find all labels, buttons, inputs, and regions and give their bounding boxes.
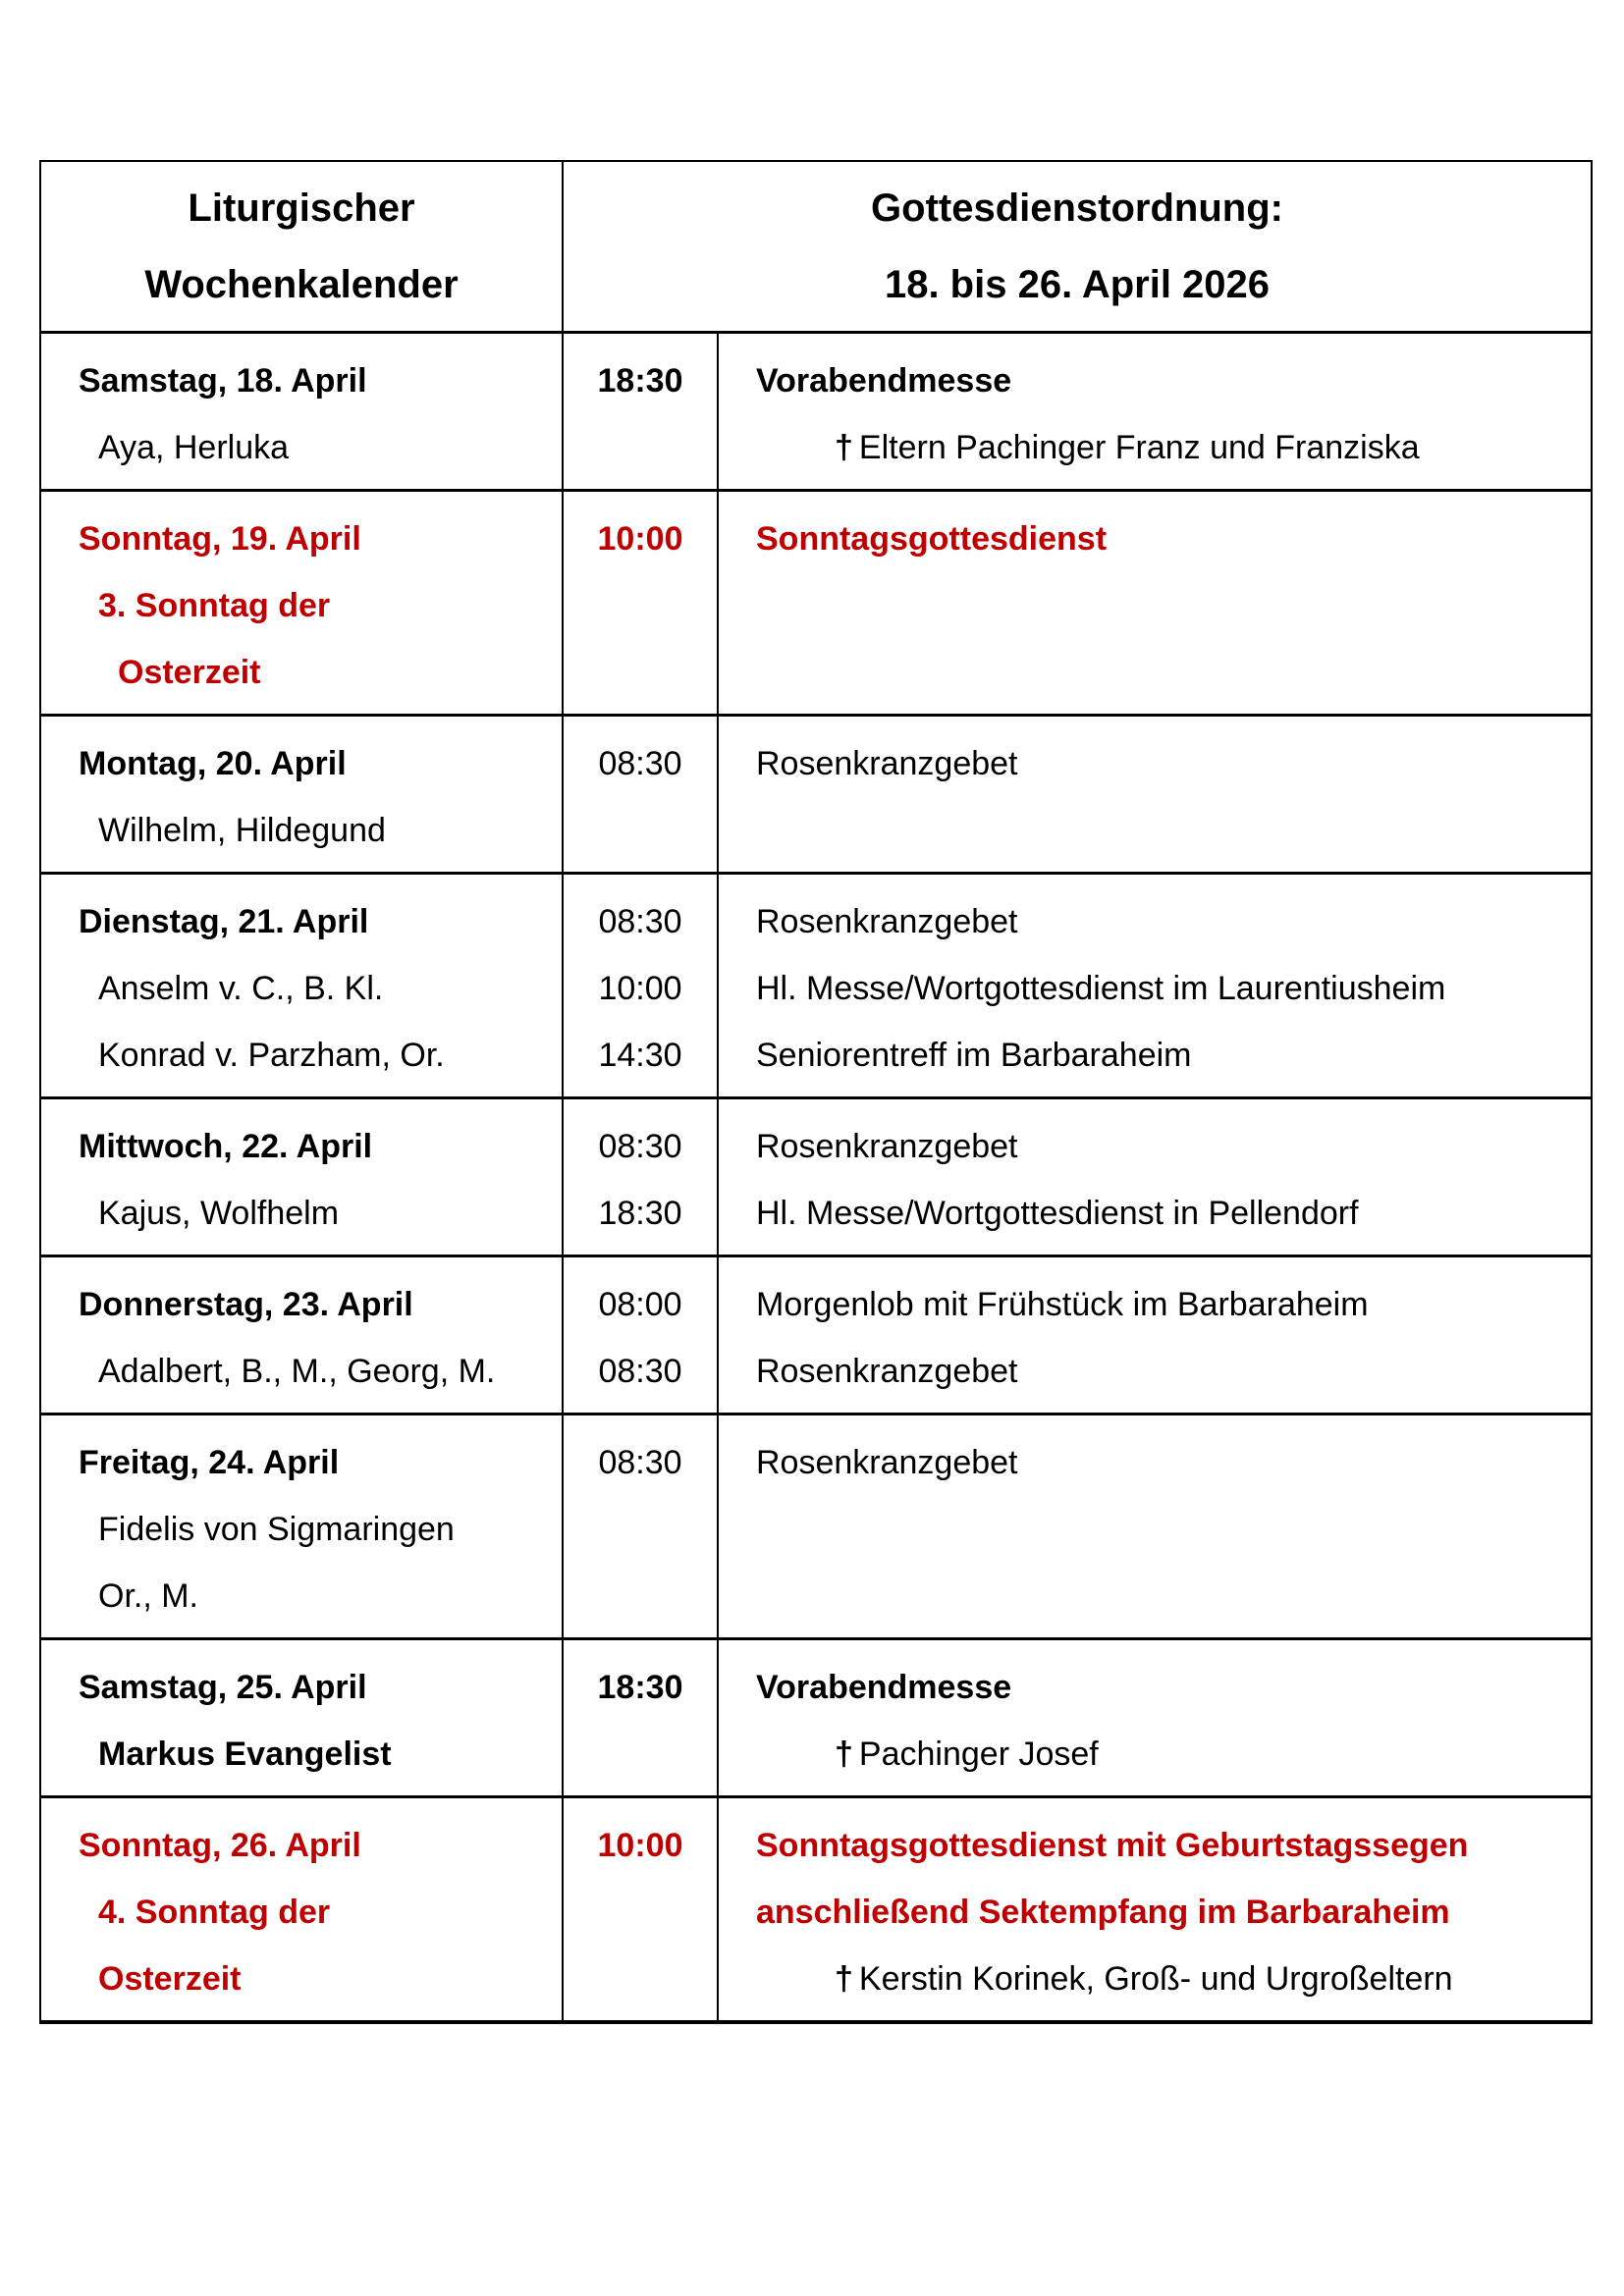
time-label: 18:30 — [597, 1669, 683, 1706]
day-label: Samstag, 18. April — [79, 362, 367, 400]
event-label: Rosenkranzgebet — [756, 1353, 1018, 1390]
day-cell — [40, 1098, 563, 1256]
saints-label: Adalbert, B., M., Georg, M. — [98, 1353, 496, 1390]
time-cell — [563, 1256, 718, 1415]
event-cell — [718, 1797, 1592, 2023]
time-label: 10:00 — [597, 1827, 683, 1864]
event-label: Rosenkranzgebet — [756, 745, 1018, 782]
intention-label: Pachinger Josef — [858, 1735, 1099, 1773]
intention-label: Eltern Pachinger Franz und Franziska — [858, 429, 1420, 466]
event-label: Seniorentreff im Barbaraheim — [756, 1037, 1192, 1074]
day-row-mittwoch-22 — [40, 1098, 1592, 1256]
cross-icon: † — [835, 1735, 853, 1773]
day-label: Donnerstag, 23. April — [79, 1286, 413, 1323]
saints-label: Markus Evangelist — [98, 1735, 392, 1773]
saints-label: Osterzeit — [118, 654, 261, 691]
day-row-samstag-18 — [40, 333, 1592, 491]
time-cell — [563, 1639, 718, 1797]
time-cell — [563, 716, 718, 874]
schedule-page — [39, 160, 1591, 2024]
saints-label: Or., M. — [98, 1577, 198, 1615]
time-cell — [563, 1797, 718, 2023]
header-service-order — [563, 161, 1592, 333]
time-label: 10:00 — [598, 970, 682, 1007]
day-label: Samstag, 25. April — [79, 1669, 367, 1706]
day-cell — [40, 716, 563, 874]
time-label: 08:00 — [598, 1286, 682, 1323]
day-cell — [40, 1639, 563, 1797]
time-cell — [563, 874, 718, 1098]
cross-icon: † — [835, 429, 853, 466]
day-label: Montag, 20. April — [79, 745, 347, 782]
time-label: 08:30 — [598, 1353, 682, 1390]
time-label: 08:30 — [598, 1128, 682, 1165]
day-cell — [40, 1415, 563, 1639]
day-label: Dienstag, 21. April — [79, 903, 369, 940]
event-cell — [718, 874, 1592, 1098]
event-label: Rosenkranzgebet — [756, 1444, 1018, 1481]
event-cell — [718, 1415, 1592, 1639]
event-cell — [718, 1256, 1592, 1415]
day-label: Freitag, 24. April — [79, 1444, 340, 1481]
event-label: Hl. Messe/Wortgottesdienst in Pellendorf — [756, 1195, 1359, 1232]
header-right-line1: Gottesdienstordnung: — [871, 187, 1283, 230]
event-label: Morgenlob mit Frühstück im Barbaraheim — [756, 1286, 1369, 1323]
day-row-donnerstag-23 — [40, 1256, 1592, 1415]
event-label: Vorabendmesse — [756, 1669, 1012, 1706]
event-cell — [718, 1639, 1592, 1797]
time-cell — [563, 1415, 718, 1639]
day-row-dienstag-21 — [40, 874, 1592, 1098]
time-cell — [563, 1098, 718, 1256]
day-label: Mittwoch, 22. April — [79, 1128, 373, 1165]
header-liturgical-calendar — [40, 161, 563, 333]
saints-label: Wilhelm, Hildegund — [98, 812, 386, 849]
event-label: Rosenkranzgebet — [756, 903, 1018, 940]
time-label: 08:30 — [598, 745, 682, 782]
saints-label: 3. Sonntag der — [98, 587, 331, 624]
day-cell — [40, 491, 563, 716]
day-row-sonntag-19 — [40, 491, 1592, 716]
time-label: 18:30 — [598, 1195, 682, 1232]
time-label: 14:30 — [598, 1037, 682, 1074]
day-label: Sonntag, 19. April — [79, 520, 361, 558]
day-cell — [40, 1256, 563, 1415]
saints-label: 4. Sonntag der — [98, 1894, 331, 1931]
event-label: Sonntagsgottesdienst mit Geburtstagssegen — [756, 1827, 1469, 1864]
event-cell — [718, 333, 1592, 491]
saints-label: Fidelis von Sigmaringen — [98, 1511, 455, 1548]
day-cell — [40, 874, 563, 1098]
day-row-montag-20 — [40, 716, 1592, 874]
event-label: Vorabendmesse — [756, 362, 1012, 400]
event-label: Sonntagsgottesdienst — [756, 520, 1108, 558]
day-cell — [40, 333, 563, 491]
day-label: Sonntag, 26. April — [79, 1827, 361, 1864]
header-right-line2: 18. bis 26. April 2026 — [884, 263, 1271, 306]
time-label: 08:30 — [598, 1444, 682, 1481]
event-cell — [718, 491, 1592, 716]
schedule-table — [39, 160, 1593, 2024]
day-row-samstag-25 — [40, 1639, 1592, 1797]
event-label: Rosenkranzgebet — [756, 1128, 1018, 1165]
time-label: 18:30 — [597, 362, 683, 400]
saints-label: Anselm v. C., B. Kl. — [98, 970, 384, 1007]
intention-label: Kerstin Korinek, Groß- und Urgroßeltern — [858, 1960, 1453, 1998]
cross-icon: † — [835, 1960, 853, 1998]
saints-label: Konrad v. Parzham, Or. — [98, 1037, 445, 1074]
event-label: Hl. Messe/Wortgottesdienst im Laurentiusheim — [756, 970, 1446, 1007]
intention-line — [756, 1721, 1591, 1788]
day-row-sonntag-26 — [40, 1797, 1592, 2023]
intention-line — [756, 1946, 1591, 2012]
saints-label: Osterzeit — [98, 1960, 242, 1998]
day-row-freitag-24 — [40, 1415, 1592, 1639]
time-cell — [563, 491, 718, 716]
header-left-line2: Wochenkalender — [144, 263, 459, 306]
event-cell — [718, 716, 1592, 874]
saints-label: Aya, Herluka — [98, 429, 290, 466]
time-label: 10:00 — [597, 520, 683, 558]
saints-label: Kajus, Wolfhelm — [98, 1195, 340, 1232]
intention-line — [756, 414, 1591, 481]
header-row — [40, 161, 1592, 333]
day-cell — [40, 1797, 563, 2023]
event-label: anschließend Sektempfang im Barbaraheim — [756, 1894, 1450, 1931]
event-cell — [718, 1098, 1592, 1256]
header-left-line1: Liturgischer — [188, 187, 415, 230]
time-cell — [563, 333, 718, 491]
time-label: 08:30 — [598, 903, 682, 940]
